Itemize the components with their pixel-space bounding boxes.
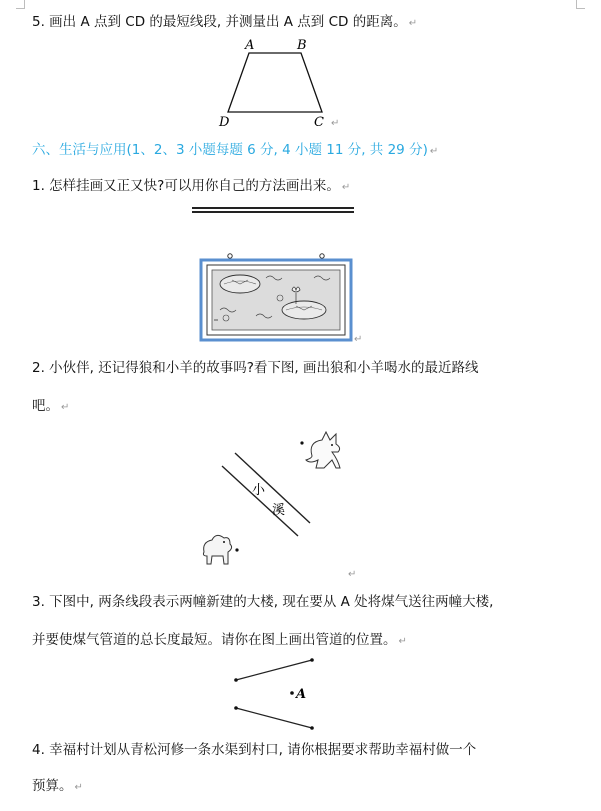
building-lower (236, 708, 312, 728)
paragraph-mark-icon: ↵ (74, 782, 83, 793)
q4-text-line1: 4. 幸福村计划从青松河修一条水渠到村口, 请你根据要求帮助幸福村做一个 (32, 742, 477, 758)
stream-label-1: 小 (252, 483, 266, 498)
label-b: B (297, 38, 307, 53)
trapezoid-abcd (228, 53, 322, 112)
wolf-icon (300, 432, 340, 468)
label-point-a: A (296, 687, 307, 702)
lamb-icon (203, 535, 238, 564)
paragraph-mark-icon: ↵ (408, 18, 418, 29)
buildings-figure (226, 650, 326, 734)
crop-mark-right-vertical (576, 0, 577, 8)
stream-label-2: 溪 (272, 503, 286, 518)
hanging-rail-lower (192, 211, 354, 213)
q5-text: 5. 画出 A 点到 CD 的最短线段, 并测量出 A 点到 CD 的距离。 ↵ (32, 14, 418, 30)
paragraph-mark-icon: ↵ (429, 146, 439, 157)
paragraph-mark-icon: ↵ (61, 402, 70, 413)
point-a (290, 691, 294, 695)
hanging-rail (192, 207, 354, 209)
label-a: A (245, 38, 255, 53)
trapezoid-figure (210, 36, 350, 132)
q2-text-line2: 吧。 ↵ (32, 398, 70, 414)
label-d: D (219, 115, 230, 130)
nail-left (228, 254, 232, 258)
painting-figure (196, 250, 366, 345)
q2-text-line1: 2. 小伙伴, 还记得狼和小羊的故事吗?看下图, 画出狼和小羊喝水的最近路线 (32, 360, 479, 376)
q3-text-line2: 并要使煤气管道的总长度最短。请你在图上画出管道的位置。 ↵ (32, 632, 407, 648)
paragraph-mark-icon: ↵ (354, 334, 363, 345)
section6-heading: 六、生活与应用(1、2、3 小题每题 6 分, 4 小题 11 分, 共 29 分) ↵ (32, 142, 439, 158)
nail-right (320, 254, 324, 258)
paragraph-mark-icon: ↵ (331, 118, 340, 129)
building-upper (236, 660, 312, 680)
q1-text: 1. 怎样挂画又正又快?可以用你自己的方法画出来。 ↵ (32, 178, 351, 194)
paragraph-mark-icon: ↵ (398, 636, 407, 647)
wolf-lamb-figure (190, 428, 370, 580)
q3-text-line1: 3. 下图中, 两条线段表示两幢新建的大楼, 现在要从 A 处将煤气送往两幢大楼, (32, 594, 494, 610)
paragraph-mark-icon: ↵ (348, 569, 357, 580)
crop-mark-left-vertical (24, 0, 25, 8)
paragraph-mark-icon: ↵ (341, 182, 351, 193)
crop-mark-left-horizontal (16, 8, 25, 9)
q4-text-line2: 预算。 ↵ (32, 778, 83, 794)
crop-mark-right-horizontal (576, 8, 585, 9)
label-c: C (314, 115, 324, 130)
